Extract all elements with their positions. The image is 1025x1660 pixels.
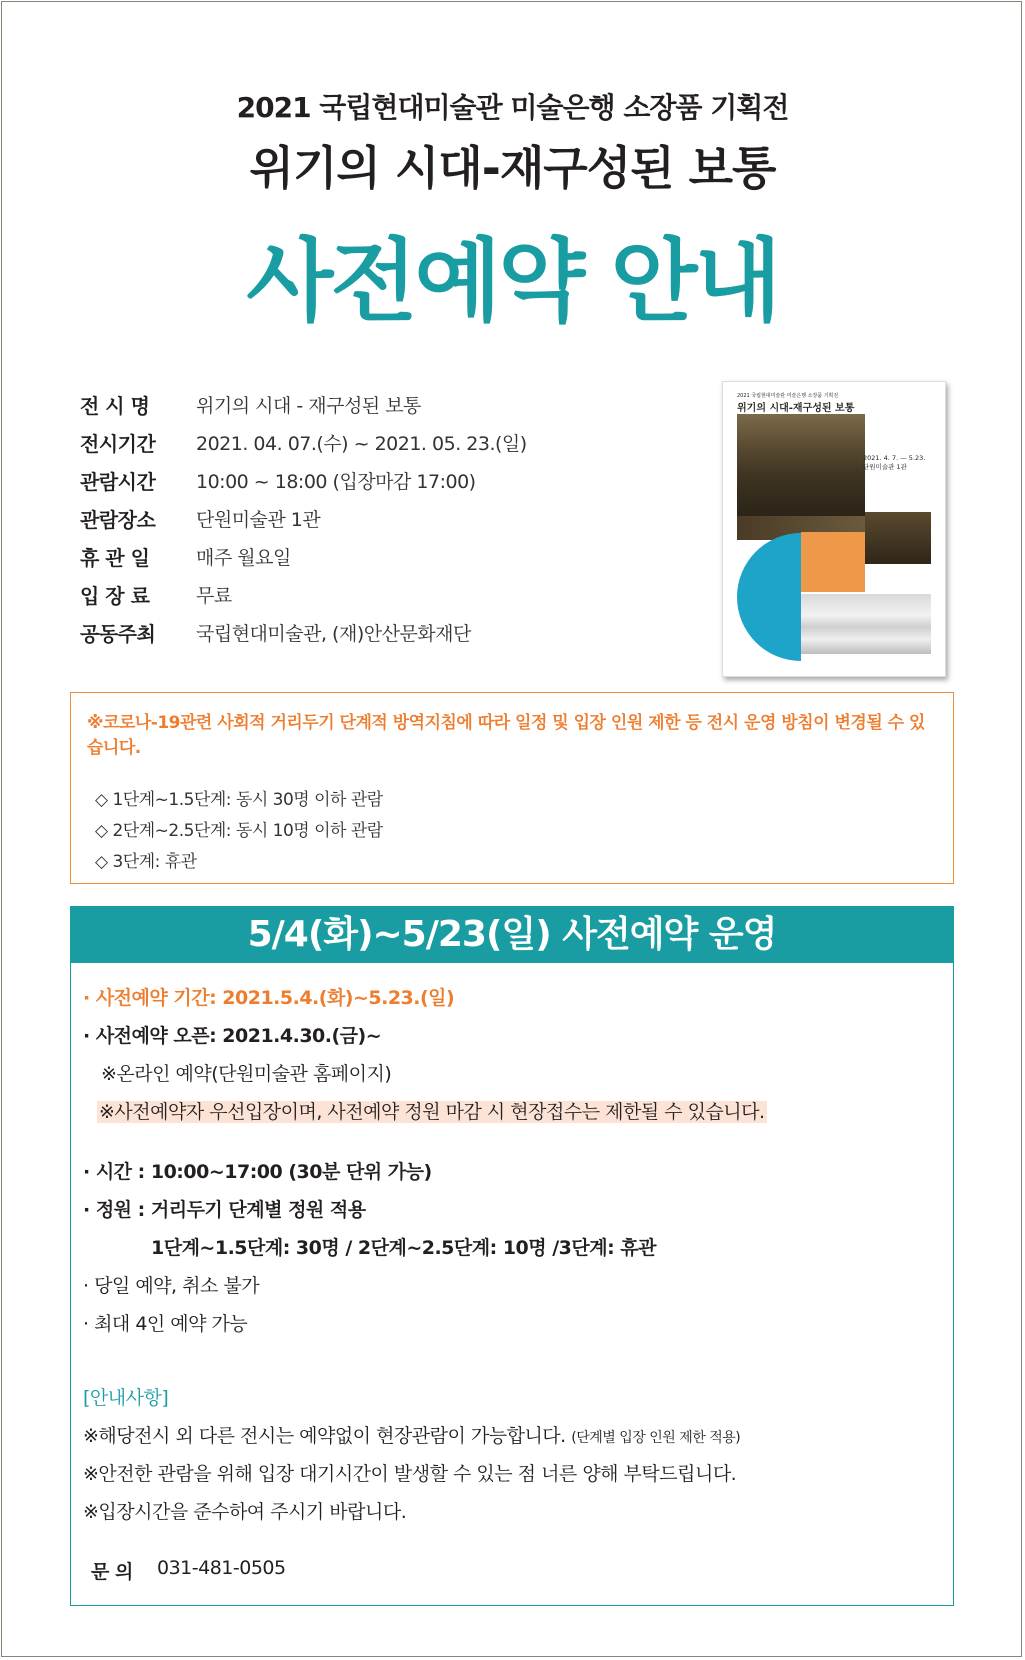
reservation-heading: 5/4(화)~5/23(일) 사전예약 운영 — [71, 907, 953, 963]
info-value: 위기의 시대 - 재구성된 보통 — [196, 395, 421, 417]
covid-notice — [70, 692, 954, 884]
notice-item: ◇ 2단계~2.5단계: 동시 10명 이하 관람 — [95, 821, 383, 841]
reservation-box — [70, 906, 954, 1606]
reservation-sameday: · 당일 예약, 취소 불가 — [83, 1275, 260, 1297]
info-row-organizers — [80, 618, 680, 656]
info-value: 단원미술관 1관 — [196, 509, 321, 531]
reservation-capacity-detail: 1단계~1.5단계: 30명 / 2단계~2.5단계: 10명 /3단계: 휴관 — [151, 1237, 657, 1259]
info-row-venue — [80, 504, 680, 542]
notice-heading: ※코로나-19관련 사회적 거리두기 단계적 방역지침에 따라 일정 및 입장 인원 제한 등 전시 운영 방침이 변경될 수 있습니다. — [87, 713, 925, 758]
poster-subtitle: 2021 국립현대미술관 미술은행 소장품 기획전 — [737, 393, 839, 399]
page-title: 사전예약 안내 — [246, 229, 779, 334]
info-row-fee — [80, 580, 680, 618]
guide-item-1-wrap — [83, 1421, 740, 1448]
guide-item-2: ※안전한 관람을 위해 입장 대기시간이 발생할 수 있는 점 너른 양해 부탁드립니다. — [83, 1463, 737, 1485]
info-label: 관람장소 — [80, 508, 156, 532]
reservation-online: ※온라인 예약(단원미술관 홈페이지) — [101, 1063, 392, 1085]
poster-title: 위기의 시대-재구성된 보통 — [737, 403, 855, 414]
info-value: 10:00 ~ 18:00 (입장마감 17:00) — [196, 471, 476, 493]
poster-dates-block — [863, 454, 925, 472]
info-label: 전 시 명 — [80, 394, 150, 418]
guide-title: [안내사항] — [83, 1387, 169, 1409]
info-label: 휴 관 일 — [80, 546, 150, 570]
contact-phone: 031-481-0505 — [157, 1557, 286, 1579]
reservation-capacity: · 정원 : 거리두기 단계별 정원 적용 — [83, 1199, 366, 1221]
info-value: 국립현대미술관, (재)안산문화재단 — [196, 623, 471, 645]
info-row-period — [80, 428, 680, 466]
notice-item: ◇ 3단계: 휴관 — [95, 852, 197, 872]
exhibition-title: 위기의 시대-재구성된 보통 — [249, 141, 776, 195]
poster-dates: 2021. 4. 7. — 5.23. — [863, 454, 926, 462]
info-value: 무료 — [196, 585, 232, 607]
info-value: 2021. 04. 07.(수) ~ 2021. 05. 23.(일) — [196, 433, 527, 455]
notice-list — [95, 785, 383, 878]
info-row-closed — [80, 542, 680, 580]
reservation-max: · 최대 4인 예약 가능 — [83, 1313, 248, 1335]
info-label: 전시기간 — [80, 432, 156, 456]
poster-painting — [737, 414, 865, 516]
info-label: 입 장 료 — [80, 584, 150, 608]
info-row-name — [80, 390, 680, 428]
guide-item-1: ※해당전시 외 다른 전시는 예약없이 현장관람이 가능합니다. — [83, 1425, 566, 1447]
exhibition-info — [80, 390, 680, 656]
info-label: 관람시간 — [80, 470, 156, 494]
poster-orange-square — [801, 532, 865, 592]
poster-painting-right — [865, 512, 931, 564]
guide-item-1-note: (단계별 입장 인원 제한 적용) — [571, 1430, 741, 1446]
reservation-priority: ※사전예약자 우선입장이며, 사전예약 정원 마감 시 현장접수는 제한될 수 있습니다. — [99, 1101, 765, 1123]
guide-item-3: ※입장시간을 준수하여 주시기 바랍니다. — [83, 1501, 407, 1523]
contact-label: 문 의 — [91, 1561, 133, 1583]
poster-venue: 단원미술관 1관 — [863, 463, 907, 471]
notice-item: ◇ 1단계~1.5단계: 동시 30명 이하 관람 — [95, 790, 383, 810]
reservation-open: · 사전예약 오픈: 2021.4.30.(금)~ — [83, 1025, 382, 1047]
exhibition-poster — [722, 381, 946, 677]
info-row-hours — [80, 466, 680, 504]
reservation-time: · 시간 : 10:00~17:00 (30분 단위 가능) — [83, 1161, 432, 1183]
info-value: 매주 월요일 — [196, 547, 291, 569]
exhibition-subtitle: 2021 국립현대미술관 미술은행 소장품 기획전 — [236, 91, 789, 124]
reservation-priority-wrap — [97, 1097, 767, 1124]
poster-bed-image — [801, 594, 931, 654]
reservation-period: · 사전예약 기간: 2021.5.4.(화)~5.23.(일) — [83, 987, 455, 1009]
info-label: 공동주최 — [80, 622, 156, 646]
